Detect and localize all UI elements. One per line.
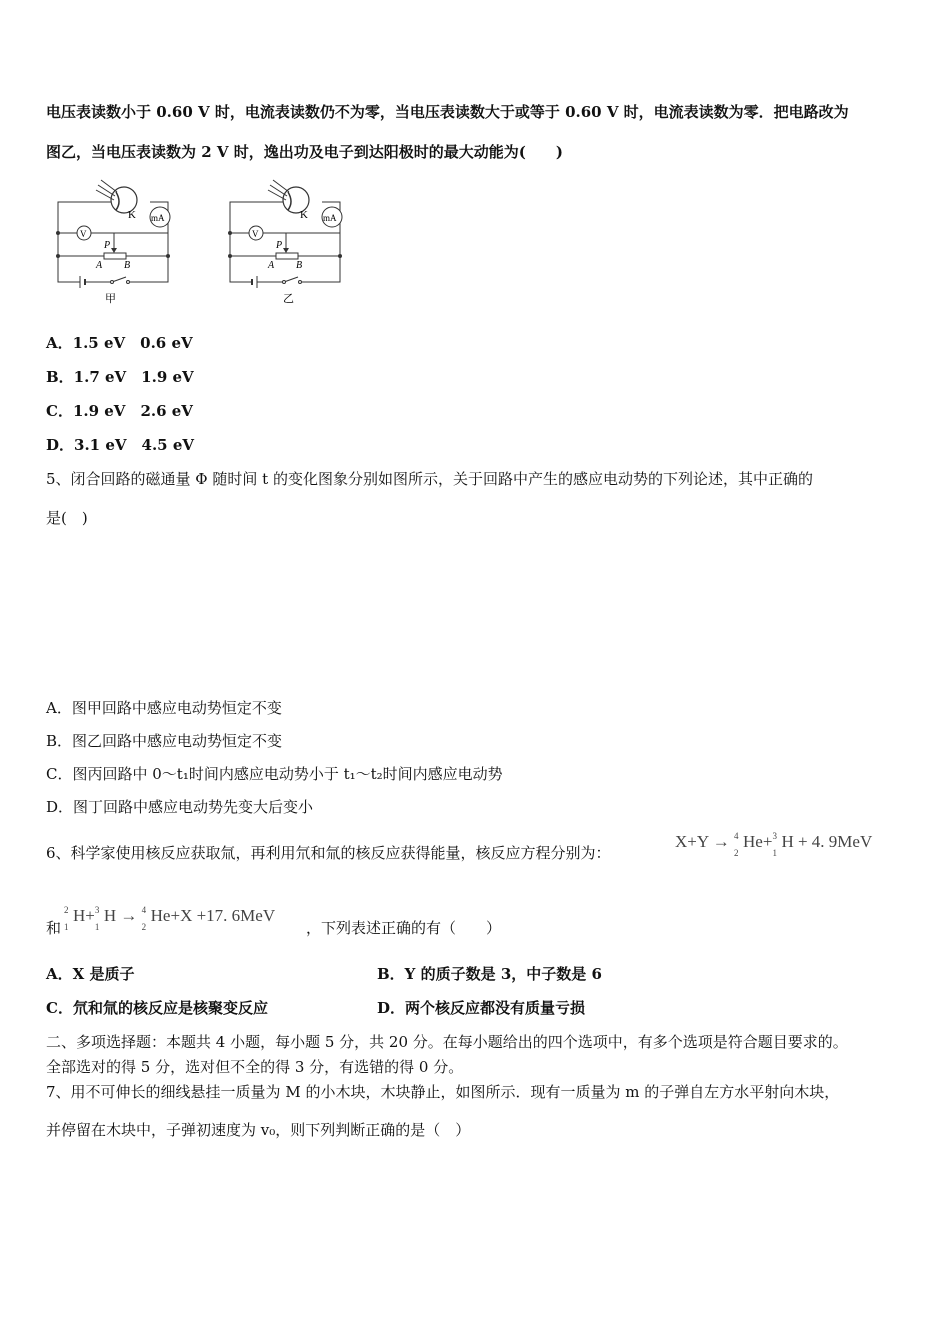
q4-option-c: C．1.9 eV 2.6 eV <box>46 402 193 420</box>
section2-heading-line2: 全部选对的得 5 分，选对但不全的得 3 分，有选错的得 0 分。 <box>46 1058 464 1076</box>
q6-text-line2-prefix: 和 <box>46 919 62 937</box>
label-ma: mA <box>323 213 337 223</box>
q6-option-c: C．氘和氚的核反应是核聚变反应 <box>46 999 268 1017</box>
label-k: K <box>128 209 136 221</box>
q6-formula-1: X+Y → 4 2 He+ 3 1 H + 4. 9MeV <box>675 830 873 858</box>
label-v: V <box>252 229 259 239</box>
label-p: P <box>276 240 283 251</box>
q5-option-a: A．图甲回路中感应电动势恒定不变 <box>46 699 282 717</box>
q5-option-d: D．图丁回路中感应电动势先变大后变小 <box>46 798 314 816</box>
caption-yi: 乙 <box>283 293 294 305</box>
q4-option-d: D．3.1 eV 4.5 eV <box>46 436 195 454</box>
label-k: K <box>300 209 308 221</box>
rheostat-icon <box>104 253 126 259</box>
circuit-diagram-jia <box>52 178 182 308</box>
label-ma: mA <box>151 213 165 223</box>
label-b: B <box>296 260 303 271</box>
q6-formula-2: 2 1 H+ 3 1 H → 4 2 He+X +17. 6MeV <box>64 904 276 932</box>
caption-jia: 甲 <box>105 293 116 305</box>
q6-text-line2-suffix: ，下列表述正确的有（ ） <box>306 919 502 937</box>
q5-text-line1: 5、闭合回路的磁通量 Φ 随时间 t 的变化图象分别如图所示，关于回路中产生的感应电动势的下列论述，其中正确的 <box>46 470 813 488</box>
q4-option-b: B．1.7 eV 1.9 eV <box>46 368 194 386</box>
q6-option-b: B．Y 的质子数是 3，中子数是 6 <box>377 965 602 983</box>
q5-option-b: B．图乙回路中感应电动势恒定不变 <box>46 732 283 750</box>
q4-option-a: A．1.5 eV 0.6 eV <box>46 334 193 352</box>
q7-text-line2: 并停留在木块中，子弹初速度为 v₀，则下列判断正确的是（ ） <box>46 1121 471 1139</box>
label-a: A <box>96 260 103 271</box>
q7-text-line1: 7、用不可伸长的细线悬挂一质量为 M 的小木块，木块静止，如图所示．现有一质量为 m 的子弹自左方水平射向木块， <box>46 1083 840 1101</box>
q5-text-line2: 是( ) <box>46 509 88 527</box>
q5-option-c: C．图丙回路中 0～t₁时间内感应电动势小于 t₁～t₂时间内感应电动势 <box>46 765 503 783</box>
label-a: A <box>268 260 275 271</box>
q6-option-a: A．X 是质子 <box>46 965 135 983</box>
section2-heading-line1: 二、多项选择题：本题共 4 小题，每小题 5 分，共 20 分。在每小题给出的四个选项中，有多个选项是符合题目要求的。 <box>46 1033 848 1051</box>
label-b: B <box>124 260 131 271</box>
q6-text-line1: 6、科学家使用核反应获取氚，再利用氘和氚的核反应获得能量，核反应方程分别为： <box>46 844 611 862</box>
circuit-diagram-yi <box>224 178 354 308</box>
rheostat-icon <box>276 253 298 259</box>
q6-option-d: D．两个核反应都没有质量亏损 <box>377 999 586 1017</box>
label-p: P <box>104 240 111 251</box>
q4-text-line2: 图乙，当电压表读数为 2 V 时，逸出功及电子到达阳极时的最大动能为( ) <box>46 143 563 161</box>
label-v: V <box>80 229 87 239</box>
q4-text-line1: 电压表读数小于 0.60 V 时，电流表读数仍不为零，当电压表读数大于或等于 0.60 V 时，电流表读数为零．把电路改为 <box>46 103 849 121</box>
